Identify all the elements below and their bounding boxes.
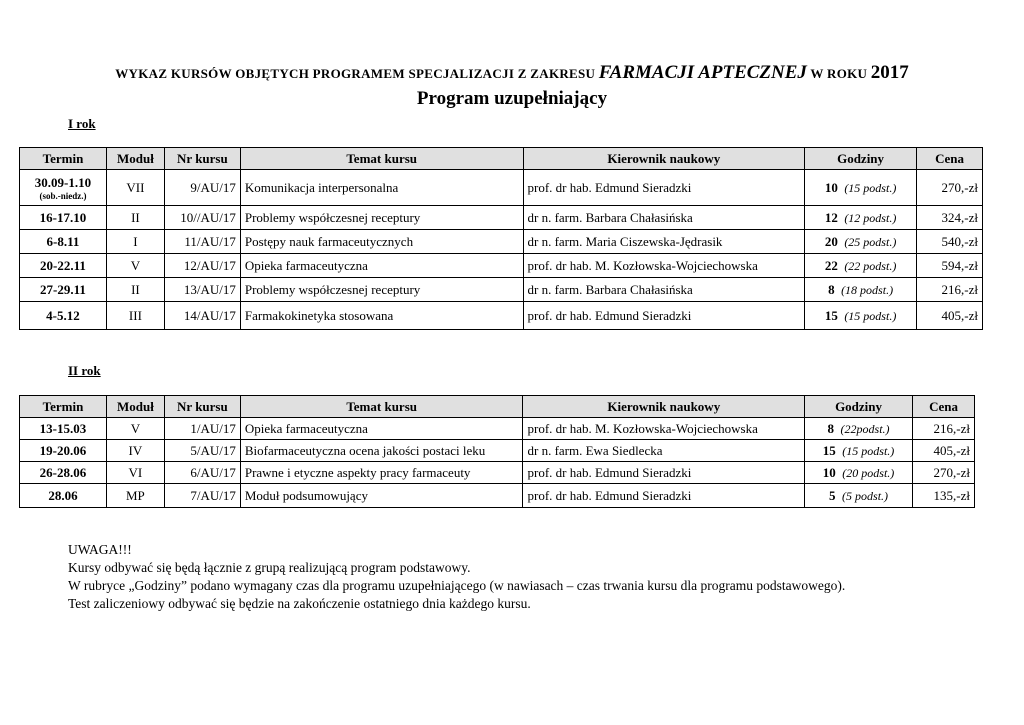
termin-value: 13-15.03: [39, 420, 87, 436]
nr-kursu-cell: 11/AU/17: [164, 230, 240, 254]
temat-cell: Biofarmaceutyczna ocena jakości postaci leku: [240, 440, 523, 462]
table-header-row: [20, 396, 975, 418]
termin-cell: [20, 302, 107, 330]
temat-cell: Farmakokinetyka stosowana: [240, 302, 523, 330]
column-header: Termin: [20, 396, 107, 418]
nr-kursu-cell: 6/AU/17: [164, 462, 240, 484]
column-header: Nr kursu: [164, 396, 240, 418]
godziny-cell: [805, 278, 917, 302]
temat-cell: Prawne i etyczne aspekty pracy farmaceuty: [240, 462, 523, 484]
year1-table: [19, 147, 983, 330]
termin-cell: [20, 484, 107, 508]
title-w-roku: W ROKU: [810, 66, 868, 81]
cena-cell: 540,-zł: [917, 230, 983, 254]
year1-label: I rok: [68, 116, 96, 131]
cena-cell: 270,-zł: [917, 170, 983, 206]
nr-kursu-cell: 9/AU/17: [164, 170, 240, 206]
notes-line: Test zaliczeniowy odbywać się będzie na zakończenie ostatniego dnia każdego kursu.: [68, 596, 531, 611]
cena-cell: 405,-zł: [917, 302, 983, 330]
column-header: Kierownik naukowy: [523, 148, 805, 170]
modul-cell: VI: [106, 462, 164, 484]
nr-kursu-cell: 12/AU/17: [164, 254, 240, 278]
termin-value: 26-28.06: [39, 464, 87, 480]
godziny-podst: (15 podst.): [844, 180, 897, 195]
column-header: Cena: [917, 148, 983, 170]
godziny-podst: (20 podst.): [842, 465, 895, 480]
termin-cell: [20, 206, 107, 230]
temat-cell: Komunikacja interpersonalna: [240, 170, 523, 206]
termin-cell: [20, 170, 107, 206]
table-row: [20, 278, 983, 302]
temat-cell: Problemy współczesnej receptury: [240, 278, 523, 302]
termin-value: 28.06: [48, 487, 78, 503]
notes-heading: UWAGA!!!: [68, 542, 132, 557]
column-header: Godziny: [805, 396, 913, 418]
kierownik-cell: prof. dr hab. Edmund Sieradzki: [523, 462, 805, 484]
nr-kursu-cell: 13/AU/17: [164, 278, 240, 302]
nr-kursu-cell: 7/AU/17: [164, 484, 240, 508]
termin-value: 30.09-1.10: [34, 174, 92, 190]
godziny-podst: (15 podst.): [844, 308, 897, 323]
table-row: [20, 462, 975, 484]
termin-note: (sob.-niedz.): [39, 190, 87, 201]
modul-cell: II: [106, 206, 164, 230]
title-caps: WYKAZ KURSÓW OBJĘTYCH PROGRAMEM SPECJALIZACJI Z ZAKRESU: [115, 66, 596, 81]
kierownik-cell: dr n. farm. Barbara Chałasińska: [523, 206, 805, 230]
modul-cell: MP: [106, 484, 164, 508]
notes-line: W rubryce „Godziny” podano wymagany czas dla programu uzupełniającego (w nawiasach – czas trwania kursu dla programu podstawowego).: [68, 578, 846, 593]
termin-value: 16-17.10: [39, 209, 87, 225]
godziny-value: 20: [824, 233, 838, 249]
godziny-cell: [805, 484, 913, 508]
table-row: [20, 440, 975, 462]
cena-cell: 216,-zł: [917, 278, 983, 302]
godziny-cell: [805, 254, 917, 278]
godziny-value: 15: [824, 307, 838, 323]
modul-cell: IV: [106, 440, 164, 462]
godziny-cell: [805, 418, 913, 440]
table-row: [20, 254, 983, 278]
nr-kursu-cell: 5/AU/17: [164, 440, 240, 462]
godziny-podst: (5 podst.): [842, 488, 889, 503]
termin-cell: [20, 254, 107, 278]
termin-cell: [20, 440, 107, 462]
temat-cell: Moduł podsumowujący: [240, 484, 523, 508]
godziny-cell: [805, 206, 917, 230]
termin-value: 27-29.11: [40, 281, 86, 297]
modul-cell: V: [106, 254, 164, 278]
column-header: Termin: [20, 148, 107, 170]
termin-value: 6-8.11: [46, 233, 80, 249]
godziny-cell: [805, 230, 917, 254]
table-row: [20, 170, 983, 206]
title-year: 2017: [870, 62, 909, 83]
godziny-podst: (18 podst.): [841, 282, 894, 297]
modul-cell: I: [106, 230, 164, 254]
title-italic: FARMACJI APTECZNEJ: [598, 62, 807, 83]
cena-cell: 270,-zł: [913, 462, 975, 484]
column-header: Moduł: [106, 148, 164, 170]
table-row: [20, 230, 983, 254]
godziny-cell: [805, 170, 917, 206]
cena-cell: 405,-zł: [913, 440, 975, 462]
kierownik-cell: dr n. farm. Barbara Chałasińska: [523, 278, 805, 302]
nr-kursu-cell: 14/AU/17: [164, 302, 240, 330]
column-header: Kierownik naukowy: [523, 396, 805, 418]
nr-kursu-cell: 10//AU/17: [164, 206, 240, 230]
godziny-podst: (22podst.): [840, 421, 890, 436]
temat-cell: Opieka farmaceutyczna: [240, 418, 523, 440]
godziny-value: 8: [827, 420, 835, 436]
temat-cell: Problemy współczesnej receptury: [240, 206, 523, 230]
year2-table: [19, 395, 975, 508]
document-subtitle: Program uzupełniający: [416, 88, 608, 109]
table-row: [20, 484, 975, 508]
cena-cell: 594,-zł: [917, 254, 983, 278]
godziny-podst: (22 podst.): [844, 258, 897, 273]
modul-cell: III: [106, 302, 164, 330]
nr-kursu-cell: 1/AU/17: [164, 418, 240, 440]
temat-cell: Postępy nauk farmaceutycznych: [240, 230, 523, 254]
column-header: Cena: [913, 396, 975, 418]
termin-cell: [20, 462, 107, 484]
kierownik-cell: prof. dr hab. M. Kozłowska-Wojciechowska: [523, 418, 805, 440]
godziny-podst: (25 podst.): [844, 234, 897, 249]
kierownik-cell: dr n. farm. Ewa Siedlecka: [523, 440, 805, 462]
godziny-podst: (15 podst.): [842, 443, 895, 458]
godziny-cell: [805, 302, 917, 330]
document-title: [0, 62, 1024, 84]
godziny-value: 10: [824, 179, 838, 195]
kierownik-cell: prof. dr hab. M. Kozłowska-Wojciechowska: [523, 254, 805, 278]
kierownik-cell: prof. dr hab. Edmund Sieradzki: [523, 484, 805, 508]
temat-cell: Opieka farmaceutyczna: [240, 254, 523, 278]
godziny-value: 15: [822, 442, 836, 458]
modul-cell: VII: [106, 170, 164, 206]
kierownik-cell: dr n. farm. Maria Ciszewska-Jędrasik: [523, 230, 805, 254]
godziny-cell: [805, 440, 913, 462]
godziny-cell: [805, 462, 913, 484]
modul-cell: II: [106, 278, 164, 302]
godziny-value: 12: [824, 209, 838, 225]
column-header: Nr kursu: [164, 148, 240, 170]
table-row: [20, 206, 983, 230]
column-header: Temat kursu: [240, 396, 523, 418]
termin-value: 19-20.06: [39, 442, 87, 458]
termin-cell: [20, 230, 107, 254]
modul-cell: V: [106, 418, 164, 440]
kierownik-cell: prof. dr hab. Edmund Sieradzki: [523, 170, 805, 206]
termin-value: 20-22.11: [40, 257, 86, 273]
notes-line: Kursy odbywać się będą łącznie z grupą realizującą program podstawowy.: [68, 560, 471, 575]
kierownik-cell: prof. dr hab. Edmund Sieradzki: [523, 302, 805, 330]
godziny-value: 10: [822, 464, 836, 480]
cena-cell: 135,-zł: [913, 484, 975, 508]
table-row: [20, 418, 975, 440]
godziny-podst: (12 podst.): [844, 210, 897, 225]
column-header: Temat kursu: [240, 148, 523, 170]
table-row: [20, 302, 983, 330]
table-header-row: [20, 148, 983, 170]
termin-value: 4-5.12: [46, 307, 80, 323]
year2-label: II rok: [68, 363, 101, 378]
godziny-value: 22: [824, 257, 838, 273]
column-header: Godziny: [805, 148, 917, 170]
cena-cell: 216,-zł: [913, 418, 975, 440]
godziny-value: 5: [829, 487, 836, 503]
termin-cell: [20, 418, 107, 440]
godziny-value: 8: [828, 281, 835, 297]
cena-cell: 324,-zł: [917, 206, 983, 230]
termin-cell: [20, 278, 107, 302]
notes-section: [68, 541, 845, 613]
column-header: Moduł: [106, 396, 164, 418]
